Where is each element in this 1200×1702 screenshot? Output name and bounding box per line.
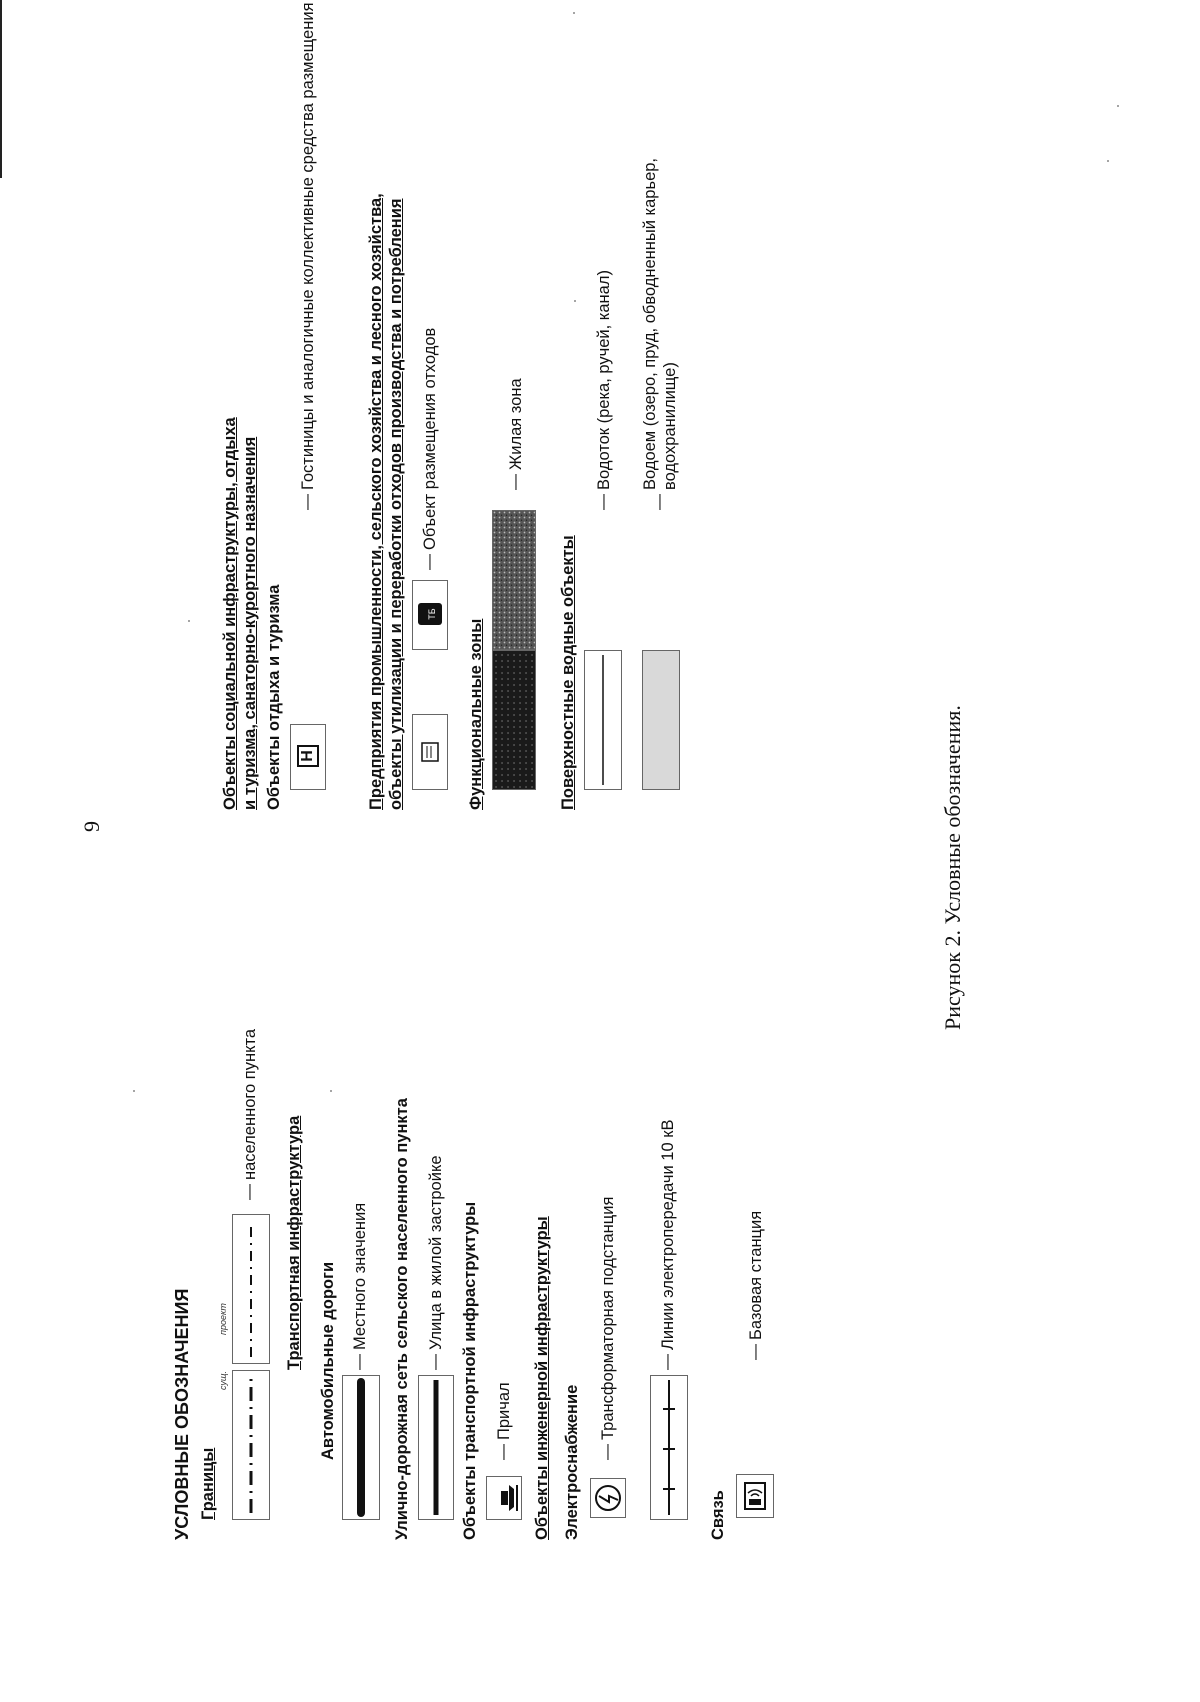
dash: —: [351, 1354, 368, 1370]
hotel-item: Гостиницы и аналогичные коллективные средства размещения: [299, 2, 317, 490]
water-heading: Поверхностные водные объекты: [559, 535, 577, 810]
waste-site-icon: [412, 580, 448, 650]
legend-title: УСЛОВНЫЕ ОБОЗНАЧЕНИЯ: [172, 1288, 192, 1540]
street-item: Улица в жилой застройке: [427, 1155, 445, 1350]
legend-sheet: [172, 2, 820, 1540]
watercourse-symbol: [584, 650, 622, 790]
water-body-swatch: [642, 650, 680, 790]
pier-item: Причал: [495, 1382, 513, 1440]
transport-heading: Транспортная инфраструктура: [285, 1115, 303, 1370]
dash: —: [599, 1444, 616, 1460]
power-heading: Электроснабжение: [563, 1384, 581, 1540]
scan-speck: [1107, 160, 1109, 162]
figure-caption: Рисунок 2. Условные обозначения.: [940, 705, 965, 1030]
recreation-heading: Объекты отдыха и туризма: [265, 584, 283, 810]
borders-heading: Границы: [199, 1447, 217, 1520]
roads-item: Местного значения: [351, 1202, 369, 1350]
pier-icon: [486, 1476, 522, 1520]
dash: —: [495, 1444, 512, 1460]
base-station-icon: [736, 1474, 774, 1518]
hotel-icon: [290, 724, 326, 790]
functional-zones-heading: Функциональные зоны: [467, 618, 485, 810]
hotel-symbol-letter: H: [297, 745, 319, 767]
base-station-item: Базовая станция: [747, 1210, 765, 1340]
scan-speck: [573, 12, 575, 14]
industry-heading-line2: объекты утилизации и переработки отходов производства и потребления: [387, 198, 405, 810]
legend-right-column: [180, 2, 820, 810]
dash: —: [299, 494, 316, 510]
street-symbol: [418, 1375, 454, 1520]
residential-zone-item: Жилая зона: [507, 378, 525, 470]
dash: —: [241, 1184, 258, 1200]
scan-edge: [0, 0, 2, 178]
scan-speck: [1117, 105, 1119, 107]
transport-objects-heading: Объекты транспортной инфраструктуры: [461, 1201, 479, 1540]
street-network-heading: Улично-дорожная сеть сельского населенного пункта: [393, 1098, 411, 1540]
power-line-symbol: [650, 1375, 688, 1520]
dash: —: [747, 1344, 764, 1360]
dash: —: [427, 1354, 444, 1370]
engineering-heading: Объекты инженерной инфраструктуры: [533, 1216, 551, 1540]
communication-heading: Связь: [709, 1490, 727, 1540]
dash: —: [659, 1354, 676, 1370]
dash: —: [651, 494, 668, 510]
water-body-item-line1: Водоем (озеро, пруд, обводненный карьер,: [641, 157, 659, 490]
waste-site-item: Объект размещения отходов: [421, 327, 439, 550]
power-item-1: Трансформаторная подстанция: [599, 1196, 617, 1440]
roads-heading: Автомобильные дороги: [319, 1261, 337, 1460]
dash: —: [595, 494, 612, 510]
transformer-substation-icon: [590, 1478, 626, 1518]
industry-heading-line1: Предприятия промышленности, сельского хозяйства и лесного хозяйства,: [367, 193, 385, 810]
dash: —: [507, 474, 524, 490]
power-item-2: Линии электропередачи 10 кВ: [659, 1119, 677, 1350]
border-item: населенного пункта: [241, 1028, 259, 1180]
borders-label-existing: сущ.: [218, 1370, 228, 1390]
page-number: 9: [79, 821, 104, 832]
borders-label-project: проект: [218, 1303, 228, 1335]
scan-speck: [133, 1090, 135, 1092]
svg-text:ТБ: ТБ: [427, 608, 437, 620]
social-heading-line1: Объекты социальной инфраструктуры, отдыха: [221, 417, 239, 810]
dash: —: [421, 554, 438, 570]
legend-left-column: [172, 820, 820, 1540]
residential-zone-swatch: [492, 510, 536, 650]
water-body-item-line2: водохранилище): [661, 362, 679, 490]
industrial-zone-icon: [412, 714, 448, 790]
social-heading-line2: и туризма, санаторно-курортного назначения: [241, 436, 259, 810]
local-road-symbol: [342, 1375, 380, 1520]
watercourse-item: Водоток (река, ручей, канал): [595, 270, 613, 490]
zone-dark-swatch: [492, 650, 536, 790]
border-existing-symbol: [232, 1370, 270, 1520]
border-project-symbol: [232, 1214, 270, 1364]
